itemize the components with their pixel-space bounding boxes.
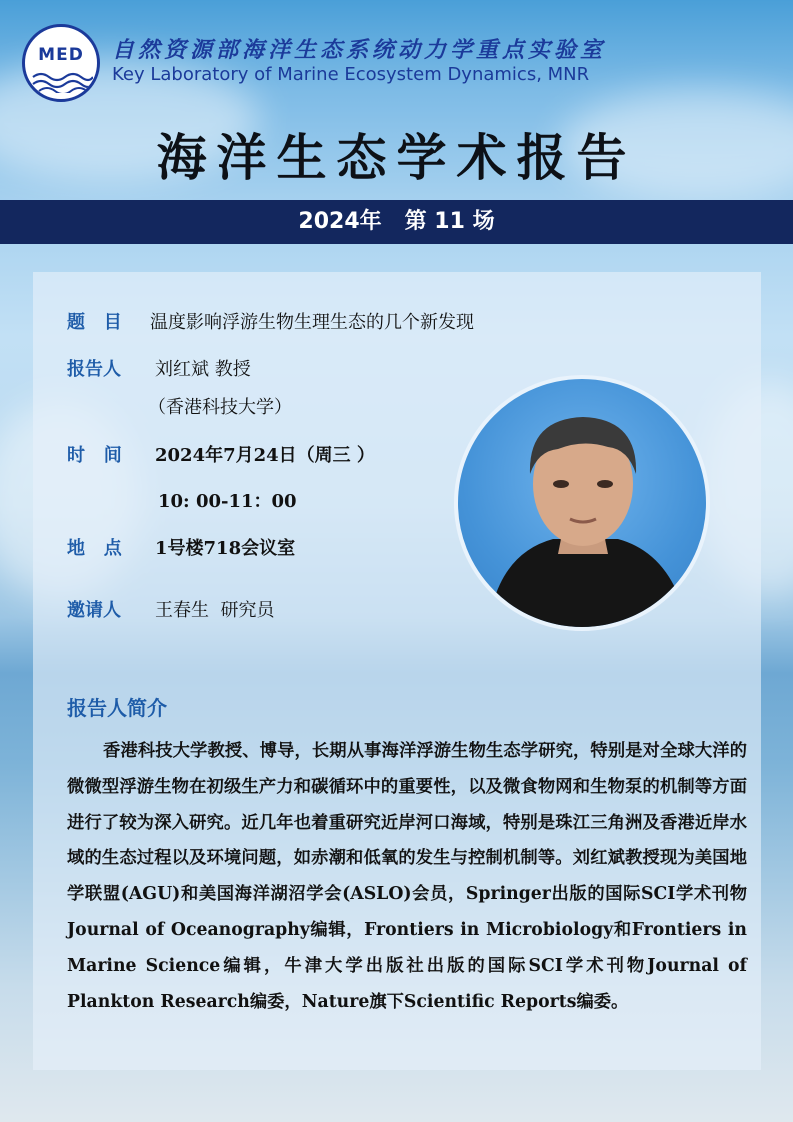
topic-label: 题 目	[67, 312, 122, 333]
portrait-image	[458, 379, 706, 627]
host-value: 王春生 研究员	[155, 600, 275, 621]
speaker-photo	[454, 375, 710, 631]
session-bar	[0, 200, 793, 244]
hours-value: 10: 00-11：00	[158, 491, 297, 512]
place-value: 1号楼718会议室	[155, 538, 296, 559]
bio-text: 香港科技大学教授、博导，长期从事海洋浮游生物生态学研究，特别是对全球大洋的微微型浮游生物在初级生产力和碳循环中的重要性，以及微食物网和生物泵的机制等方面进行了较为深入研究。近几年也着重研究近岸河口海域，特别是珠江三角洲及香港近岸水域的生态过程以及环境问题，如赤潮和低氧的发生与控制机制等。刘红斌教授现为美国地学联盟(AGU)和美国海洋湖沼学会(ASLO)会员，Springer出版的国际SCI学术刊物Journal of Oceanography编辑，Frontiers in Microbiology和Frontiers in Marine Science编辑，牛津大学出版社出版的国际SCI学术刊物Journal of Plankton Research编委，Nature旗下Scientific Reports编委。	[67, 741, 747, 1012]
time-label: 时 间	[67, 445, 122, 466]
host-label: 邀请人	[67, 600, 121, 621]
wave-icon	[31, 69, 93, 93]
speaker-label: 报告人	[67, 359, 121, 380]
logo-text: MED	[38, 45, 84, 65]
lab-name-cn: 自然资源部海洋生态系统动力学重点实验室	[112, 37, 607, 63]
header	[0, 0, 793, 120]
topic-value: 温度影响浮游生物生理生态的几个新发现	[150, 312, 474, 333]
date-value: 2024年7月24日（周三 ）	[155, 445, 375, 466]
place-label: 地 点	[67, 538, 122, 559]
speaker-value: 刘红斌 教授	[155, 359, 251, 380]
bio-heading: 报告人简介	[67, 696, 167, 720]
med-logo	[22, 24, 100, 102]
page-title: 海洋生态学术报告	[156, 128, 637, 187]
affiliation-value: （香港科技大学）	[148, 397, 292, 418]
lab-name-en: Key Laboratory of Marine Ecosystem Dynamics, MNR	[112, 64, 590, 85]
session-label: 2024年 第 11 场	[298, 209, 495, 234]
